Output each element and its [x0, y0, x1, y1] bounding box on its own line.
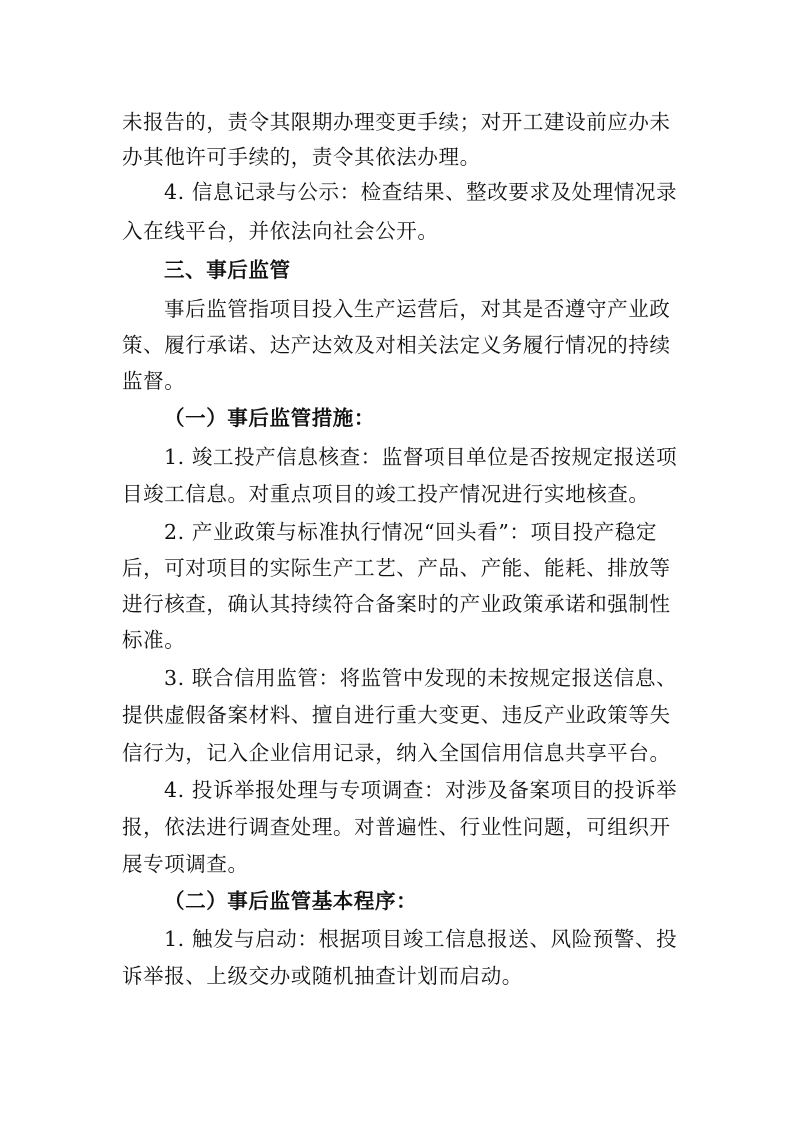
paragraph-text: 事后监管指项目投入生产运营后，对其是否遵守产业政: [164, 297, 671, 321]
body-text-line: 诉举报、上级交办或随机抽查计划而启动。: [122, 964, 523, 988]
list-item-text: 4. 信息记录与公示：检查结果、整改要求及处理情况录: [164, 180, 678, 204]
list-item-text: 4. 投诉举报处理与专项调查：对涉及备案项目的投诉举: [164, 778, 678, 802]
body-text-line: 展专项调查。: [122, 852, 249, 876]
body-text-line: 入在线平台，并依法向社会公开。: [122, 219, 439, 243]
list-item-text: 1. 竣工投产信息核查：监督项目单位是否按规定报送项: [164, 445, 678, 469]
list-item-text: 1. 触发与启动：根据项目竣工信息报送、风险预警、投: [164, 927, 678, 951]
section-heading: 三、事后监管: [164, 258, 291, 282]
body-text-line: 提供虚假备案材料、擅自进行重大变更、违反产业政策等失: [122, 703, 671, 727]
list-item-text: 3. 联合信用监管：将监管中发现的未按规定报送信息、: [164, 666, 678, 690]
body-text-line: 报，依法进行调查处理。对普遍性、行业性问题，可组织开: [122, 815, 671, 839]
body-text-line: 标准。: [122, 628, 186, 652]
body-text-line: 目竣工信息。对重点项目的竣工投产情况进行实地核查。: [122, 482, 650, 506]
body-text-line: 办其他许可手续的，责令其依法办理。: [122, 145, 481, 169]
body-text-line: 后，可对项目的实际生产工艺、产品、产能、能耗、排放等: [122, 556, 671, 580]
body-text-line: 策、履行承诺、达产达效及对相关法定义务履行情况的持续: [122, 333, 671, 357]
list-item-text: 2. 产业政策与标准执行情况“回头看”：项目投产稳定: [164, 520, 658, 544]
body-text-line: 进行核查，确认其持续符合备案时的产业政策承诺和强制性: [122, 592, 671, 616]
subsection-heading: （一）事后监管措施：: [164, 406, 375, 430]
body-text-line: 监督。: [122, 369, 186, 393]
subsection-heading: （二）事后监管基本程序：: [164, 889, 418, 913]
body-text-line: 未报告的，责令其限期办理变更手续；对开工建设前应办未: [122, 110, 671, 134]
body-text-line: 信行为，记入企业信用记录，纳入全国信用信息共享平台。: [122, 741, 671, 765]
